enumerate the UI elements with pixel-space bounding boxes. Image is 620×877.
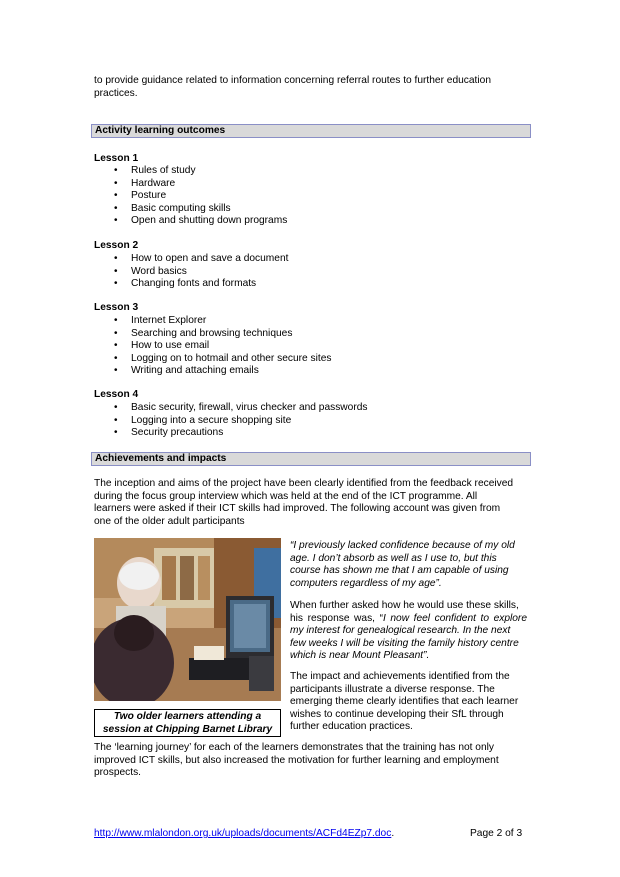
list-item: • Hardware [94, 178, 287, 191]
list-item: • Changing fonts and formats [94, 278, 288, 291]
quote-line: which is near Mount Pleasant”. [290, 650, 430, 662]
document-link[interactable]: http://www.mlalondon.org.uk/uploads/documents/ACFd4EZp7.doc [94, 828, 392, 839]
list-item: • How to open and save a document [94, 253, 288, 266]
quote-line: few weeks I will be visiting the family history centre [290, 637, 519, 649]
lesson-2-title: Lesson 2 [94, 240, 139, 251]
paragraph-line: one of the older adult participants [94, 515, 245, 527]
section-header-achievements: Achievements and impacts [91, 452, 531, 466]
lesson-2-list [94, 253, 288, 291]
paragraph-line: The ‘learning journey’ for each of the learners demonstrates that the training has not only [94, 742, 494, 753]
lesson-4-title: Lesson 4 [94, 389, 139, 400]
page-number: Page 2 of 3 [470, 828, 523, 839]
quote-line: my interest for genealogical research. In the next [290, 625, 511, 637]
photo-caption [94, 709, 281, 737]
intro-line-2: practices. [94, 88, 138, 99]
list-item: • Security precautions [94, 427, 367, 440]
quote-line: course has shown me that I am capable of using [290, 565, 509, 577]
list-item: • Internet Explorer [94, 315, 331, 328]
quote-line: “I previously lacked confidence because of my old [290, 540, 515, 551]
section-header-outcomes: Activity learning outcomes [91, 124, 531, 138]
caption-line: Two older learners attending a [113, 711, 262, 722]
quote-line: computers regardless of my age”. [290, 577, 442, 589]
lesson-4-list [94, 402, 367, 440]
paragraph-line: The inception and aims of the project have been clearly identified from the feedback received [94, 478, 514, 489]
list-item: • Rules of study [94, 165, 287, 178]
list-item: • Writing and attaching emails [94, 365, 331, 378]
lesson-1-list [94, 165, 287, 228]
intro-line-1: to provide guidance related to information concerning referral routes to further education [94, 75, 491, 86]
quote-text: I now feel confident to explore [382, 612, 527, 624]
paragraph-line: prospects. [94, 767, 141, 779]
list-item: • Posture [94, 190, 287, 203]
footer-url [94, 828, 394, 841]
paragraph-line: participants illustrate a diverse response. The [290, 683, 495, 695]
paragraph-line: learners were asked if their ICT skills had improved. The following account was given from [94, 503, 501, 515]
paragraph-line: further education practices. [290, 721, 413, 733]
quote-lead: When further asked how he would use these skills, [290, 600, 519, 611]
lesson-3-list [94, 315, 331, 378]
list-item: • Word basics [94, 266, 288, 279]
closing-paragraph [94, 742, 527, 780]
list-item: • Basic security, firewall, virus checker and passwords [94, 402, 367, 415]
paragraph-line: emerging theme clearly identifies that each learner [290, 696, 519, 708]
paragraph-line: during the focus group interview which was held at the end of the ICT programme. All [94, 490, 478, 502]
list-item: • How to use email [94, 340, 331, 353]
lesson-1-title: Lesson 1 [94, 153, 139, 164]
list-item: • Logging into a secure shopping site [94, 415, 367, 428]
footer-url-suffix: . [391, 828, 395, 839]
paragraph-line: improved ICT skills, but also increased the motivation for further learning and employment [94, 754, 499, 766]
paragraph-line: wishes to continue developing their SfL through [290, 708, 504, 720]
impact-paragraph [290, 671, 527, 734]
list-item: • Open and shutting down programs [94, 215, 287, 228]
list-item: • Searching and browsing techniques [94, 328, 331, 341]
quote-line [290, 613, 527, 626]
lesson-3-title: Lesson 3 [94, 302, 139, 313]
list-item: • Basic computing skills [94, 203, 287, 216]
quote-2 [290, 600, 527, 663]
quote-1 [290, 540, 527, 590]
quote-line: age. I don’t absorb as well as I use to, but this [290, 552, 497, 564]
list-item: • Logging on to hotmail and other secure sites [94, 353, 331, 366]
quote-prefix: his response was, “ [290, 612, 383, 624]
caption-line: session at Chipping Barnet Library [102, 723, 273, 735]
paragraph-line: The impact and achievements identified from the [290, 671, 510, 682]
learners-photo [94, 538, 281, 701]
achievements-paragraph [94, 478, 527, 528]
